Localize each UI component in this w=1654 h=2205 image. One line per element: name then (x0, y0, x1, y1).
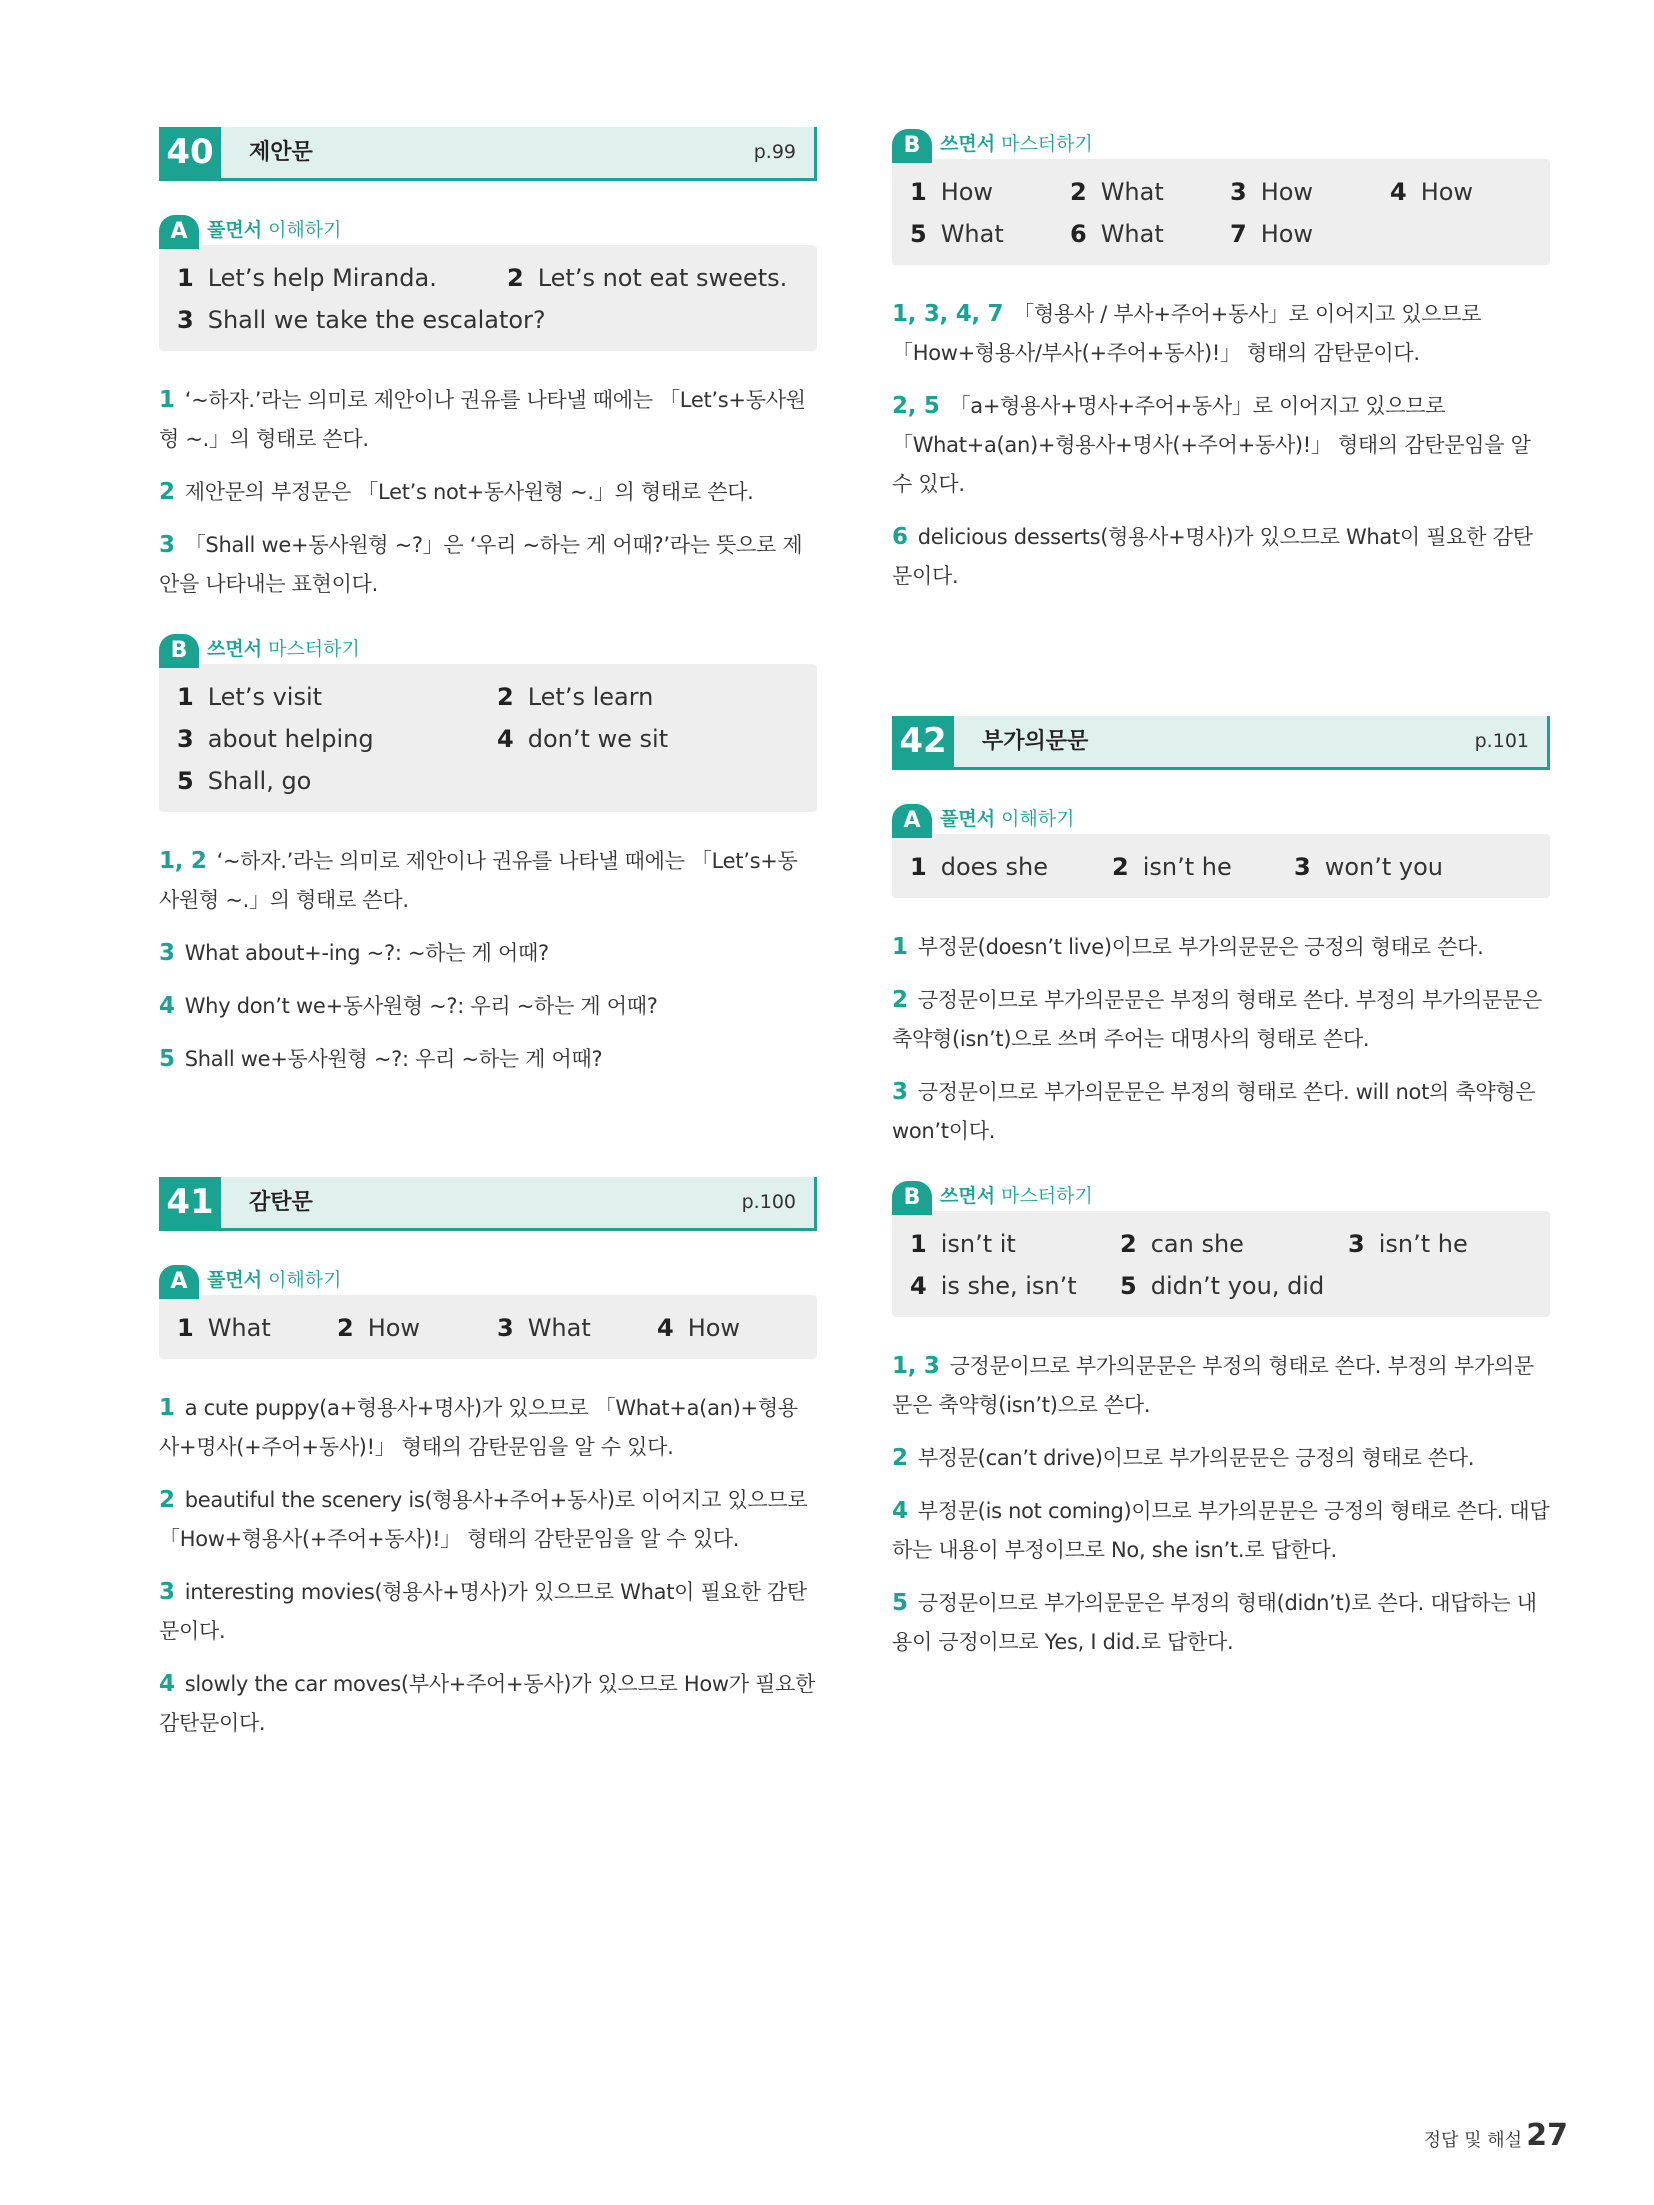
section-a-label (892, 800, 1550, 834)
answer-item: 2 What (1070, 178, 1164, 206)
explanation: 1, 3, 4, 7 「형용사 / 부사+주어+동사」로 이어지고 있으므로 「How+형용사/부사(+주어+동사)!」 형태의 감탄문이다. (892, 301, 1482, 365)
answer-item: 5 didn’t you, did (1120, 1272, 1325, 1300)
section-title: 풀면서 이해하기 (207, 219, 342, 241)
answer-item: 5 What (910, 220, 1004, 248)
answer-item: 4 don’t we sit (497, 725, 669, 753)
answer-box (892, 834, 1550, 898)
unit-title: 제안문 (249, 140, 313, 165)
section-title: 쓰면서 마스터하기 (940, 133, 1093, 155)
page-number: 27 (1526, 2118, 1568, 2153)
explanation: 4 부정문(is not coming)이므로 부가의문문은 긍정의 형태로 쓴다. 대답하는 내용이 부정이므로 No, she isn’t.로 답한다. (892, 1498, 1550, 1562)
unit-number: 42 (892, 716, 954, 767)
answer-row (177, 760, 799, 802)
section-title: 풀면서 이해하기 (207, 1269, 342, 1291)
explanation: 1 a cute puppy(a+형용사+명사)가 있으므로 「What+a(an)+형용사+명사(+주어+동사)!」 형태의 감탄문임을 알 수 있다. (159, 1395, 798, 1459)
unit-41-header (159, 1177, 817, 1231)
unit-42-header (892, 716, 1550, 770)
answer-row (910, 213, 1532, 255)
answer-item: 2 Let’s learn (497, 683, 654, 711)
answer-row (910, 846, 1532, 888)
explanation: 3 interesting movies(형용사+명사)가 있으므로 What이 필요한 감탄문이다. (159, 1579, 807, 1643)
section-a-label (159, 1261, 817, 1295)
answer-item: 3 about helping (177, 725, 374, 753)
section-b-label (892, 1177, 1550, 1211)
unit-title: 감탄문 (249, 1190, 313, 1215)
unit-page-ref: p.100 (741, 1191, 796, 1213)
answer-box (159, 664, 817, 812)
answer-item: 7 How (1230, 220, 1314, 248)
explanation: 1 ‘~하자.’라는 의미로 제안이나 권유를 나타낼 때에는 「Let’s+동사원형 ~.」의 형태로 쓴다. (159, 387, 806, 451)
explanation: 3 「Shall we+동사원형 ~?」은 ‘우리 ~하는 게 어때?’라는 뜻으로 제안을 나타내는 표현이다. (159, 532, 803, 596)
answer-item: 1 does she (910, 853, 1048, 881)
explanation: 2, 5 「a+형용사+명사+주어+동사」로 이어지고 있으므로 「What+a(an)+형용사+명사(+주어+동사)!」 형태의 감탄문임을 알 수 있다. (892, 393, 1531, 496)
section-badge: A (159, 215, 199, 249)
footer-label: 정답 및 해설 (1423, 2130, 1522, 2151)
answer-row (910, 171, 1532, 213)
section-badge: B (892, 129, 932, 163)
answer-item: 4 is she, isn’t (910, 1272, 1077, 1300)
explanation: 5 긍정문이므로 부가의문문은 부정의 형태(didn’t)로 쓴다. 대답하는 내용이 긍정이므로 Yes, I did.로 답한다. (892, 1590, 1537, 1654)
answer-item: 5 Shall, go (177, 767, 312, 795)
answer-item: 2 can she (1120, 1230, 1244, 1258)
answer-item: 1 What (177, 1314, 271, 1342)
unit-page-ref: p.101 (1474, 730, 1529, 752)
explanation: 3 What about+-ing ~?: ~하는 게 어때? (159, 940, 549, 966)
answer-item: 1 Let’s visit (177, 683, 323, 711)
explanation: 1 부정문(doesn’t live)이므로 부가의문문은 긍정의 형태로 쓴다. (892, 934, 1484, 960)
answer-box (892, 159, 1550, 265)
explanation: 2 부정문(can’t drive)이므로 부가의문문은 긍정의 형태로 쓴다. (892, 1445, 1475, 1471)
answer-item: 3 How (1230, 178, 1314, 206)
answer-item: 4 How (657, 1314, 741, 1342)
answer-item: 2 Let’s not eat sweets. (507, 264, 788, 292)
section-a-label (159, 211, 817, 245)
answer-row (177, 718, 799, 760)
explanation: 6 delicious desserts(형용사+명사)가 있으므로 What이 필요한 감탄문이다. (892, 524, 1533, 588)
answer-box (159, 1295, 817, 1359)
answer-box (159, 245, 817, 351)
unit-40-header (159, 127, 817, 181)
explanation: 2 beautiful the scenery is(형용사+주어+동사)로 이어지고 있으므로 「How+형용사(+주어+동사)!」 형태의 감탄문임을 알 수 있다. (159, 1487, 808, 1551)
explanation: 1, 3 긍정문이므로 부가의문문은 부정의 형태로 쓴다. 부정의 부가의문문은 축약형(isn’t)으로 쓴다. (892, 1353, 1534, 1417)
section-title: 쓰면서 마스터하기 (207, 638, 360, 660)
explanation: 1, 2 ‘~하자.’라는 의미로 제안이나 권유를 나타낼 때에는 「Let’s+동사원형 ~.」의 형태로 쓴다. (159, 848, 798, 912)
section-badge: A (892, 804, 932, 838)
left-column (159, 125, 817, 1743)
unit-title: 부가의문문 (982, 729, 1089, 754)
explanation: 5 Shall we+동사원형 ~?: 우리 ~하는 게 어때? (159, 1046, 603, 1072)
answer-item: 6 What (1070, 220, 1164, 248)
section-badge: B (892, 1181, 932, 1215)
section-badge: A (159, 1265, 199, 1299)
answer-item: 1 How (910, 178, 994, 206)
answer-row (177, 257, 799, 299)
answer-item: 4 How (1390, 178, 1474, 206)
answer-item: 3 won’t you (1294, 853, 1443, 881)
answer-row (910, 1265, 1532, 1307)
answer-item: 1 isn’t it (910, 1230, 1016, 1258)
section-title: 쓰면서 마스터하기 (940, 1185, 1093, 1207)
answer-box (892, 1211, 1550, 1317)
answer-item: 3 Shall we take the escalator? (177, 306, 546, 334)
section-b-label (159, 630, 817, 664)
answer-row (910, 1223, 1532, 1265)
unit-page-ref: p.99 (753, 141, 796, 163)
section-b-label (892, 125, 1550, 159)
answer-item: 2 How (337, 1314, 421, 1342)
section-badge: B (159, 634, 199, 668)
answer-item: 3 What (497, 1314, 591, 1342)
answer-row (177, 676, 799, 718)
answer-row (177, 1307, 799, 1349)
explanation: 2 제안문의 부정문은 「Let’s not+동사원형 ~.」의 형태로 쓴다. (159, 479, 754, 505)
explanation: 2 긍정문이므로 부가의문문은 부정의 형태로 쓴다. 부정의 부가의문문은 축약형(isn’t)으로 쓰며 주어는 대명사의 형태로 쓴다. (892, 987, 1542, 1051)
explanation: 4 slowly the car moves(부사+주어+동사)가 있으므로 How가 필요한 감탄문이다. (159, 1671, 816, 1735)
section-title: 풀면서 이해하기 (940, 808, 1075, 830)
explanation: 3 긍정문이므로 부가의문문은 부정의 형태로 쓴다. will not의 축약형은 won’t이다. (892, 1079, 1536, 1143)
answer-item: 3 isn’t he (1348, 1230, 1468, 1258)
right-column (892, 125, 1550, 1662)
answer-item: 1 Let’s help Miranda. (177, 264, 437, 292)
explanation: 4 Why don’t we+동사원형 ~?: 우리 ~하는 게 어때? (159, 993, 658, 1019)
answer-item: 2 isn’t he (1112, 853, 1232, 881)
unit-number: 41 (159, 1177, 221, 1228)
answer-row (177, 299, 799, 341)
unit-number: 40 (159, 127, 221, 178)
